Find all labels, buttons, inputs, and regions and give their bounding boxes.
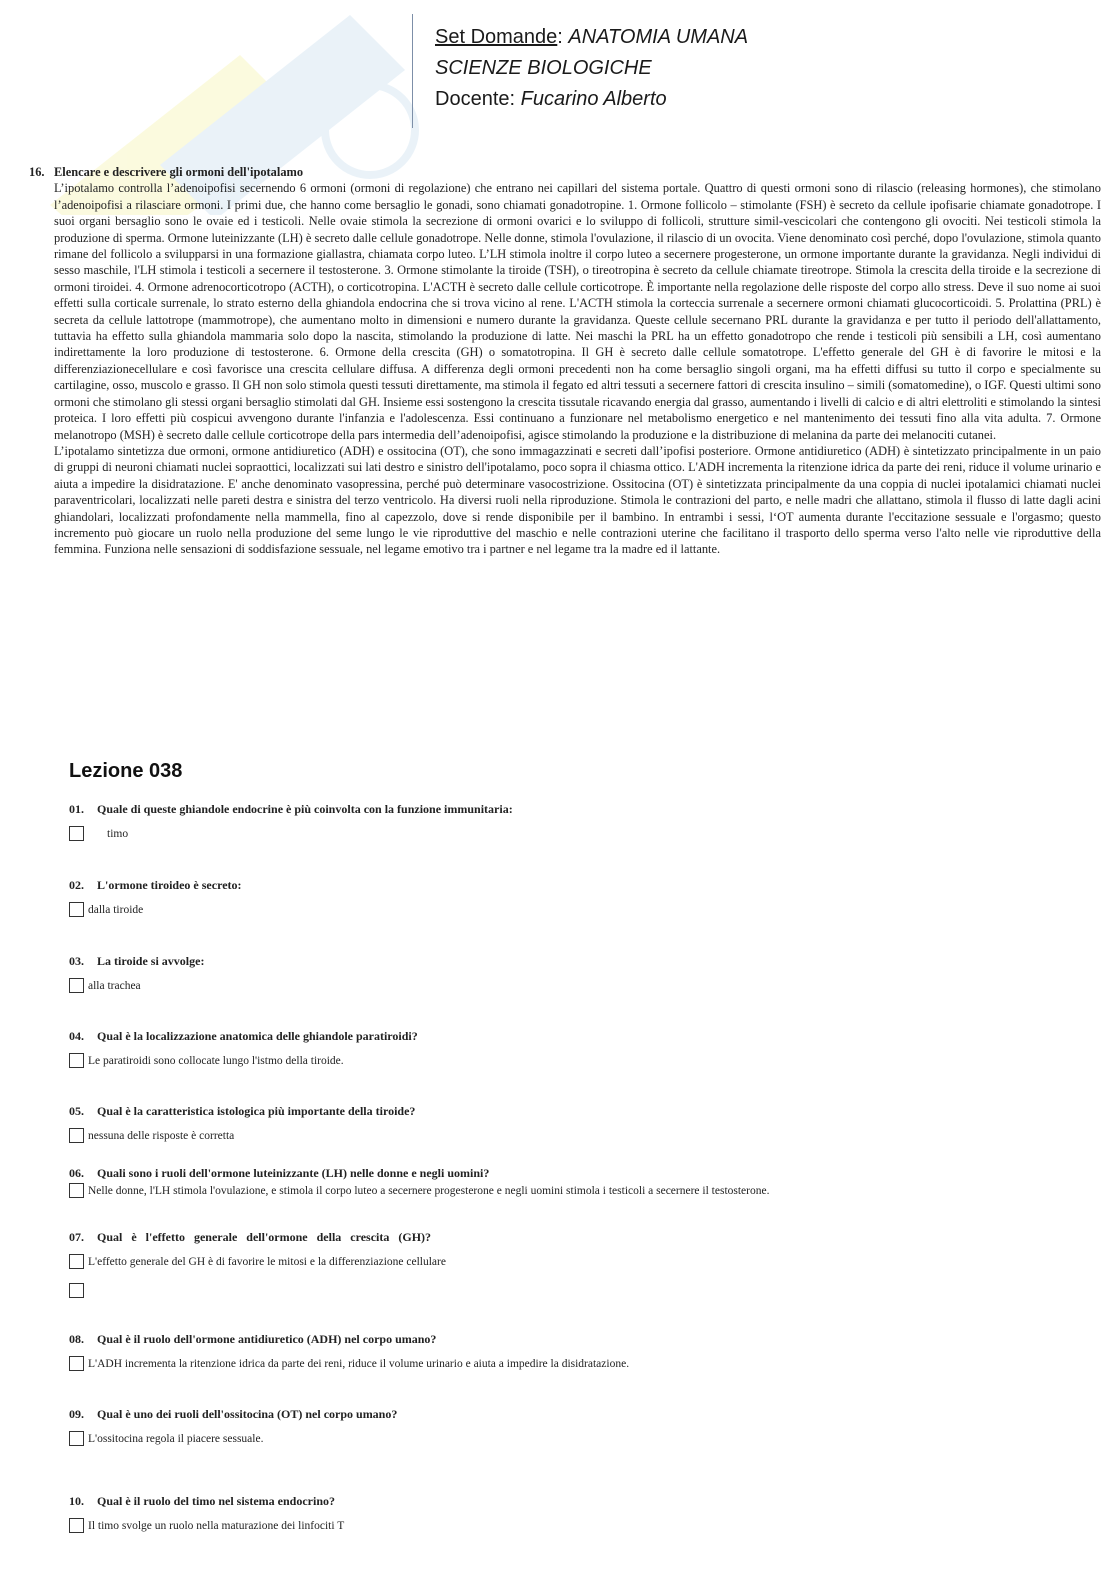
- question-text: 10. Qual è il ruolo del timo nel sistema endocrino?: [69, 1494, 335, 1508]
- subject-name: ANATOMIA UMANA: [568, 26, 749, 48]
- answer-option: [69, 978, 204, 993]
- answer-option: [69, 902, 242, 917]
- answer-option: [69, 826, 513, 841]
- answer-checkbox[interactable]: [69, 1183, 84, 1198]
- question-text: 07. Qual è l'effetto generale dell'ormone della crescita (GH)?: [69, 1230, 432, 1244]
- answer-text: nessuna delle risposte è corretta: [88, 1129, 235, 1142]
- question-text: 01. Quale di queste ghiandole endocrine è più coinvolta con la funzione immunitaria:: [69, 802, 513, 816]
- answer-checkbox[interactable]: [69, 826, 84, 841]
- document-header: [435, 22, 748, 115]
- question-text: 04. Qual è la localizzazione anatomica delle ghiandole paratiroidi?: [69, 1029, 418, 1043]
- answer-checkbox[interactable]: [69, 1053, 84, 1068]
- answer-option: [69, 1254, 446, 1269]
- question-16-paragraph-2: L’ipotalamo sintetizza due ormoni, ormone antidiuretico (ADH) e ossitocina (OT), che sono immagazzinati e secreti dall’ipofisi posteriore. Ormone antidiuretico (ADH) è sintetizzato principalmente in un paio di gruppi di neuroni chiamati nuclei sopraottici, localizzati sui lati destro e sinistro dell'ipotalamo, poco sopra il chiasma ottico. L'ADH incrementa la ritenzione idrica da parte dei reni, riduce il volume urinario e aiuta a impedire la disidratazione. E' anche denominato vasopressina, perché può determinare vasocostrizione. Ossitocina (OT) è sintetizzata principalmente da una coppia di nuclei ipotalamici chiamati nuclei paraventricolari, localizzati nelle pareti destra e sinistra del terzo ventricolo. Ha diversi ruoli nella riproduzione. Stimola le contrazioni del parto, e nelle madri che allattano, stimola il flusso di latte dagli acini ghiandolari, localizzati profondamente nella mammella, fino al capezzolo, dove si rende disponibile per il bambino. In entrambi i sessi, l‘OT aumenta durante l'eccitazione sessuale e l'orgasmo; questo incremento può giocare un ruolo nella produzione del seme lungo le vie riproduttive del maschio e nelle contrazioni uterine che facilitano il trasporto dello sperma verso l'alto nelle vie riproduttive della femmina. Funziona nelle sensazioni di soddisfazione sessuale, nel legame emotivo tra i partner e nel legame tra la madre ed il lattante.: [54, 443, 1101, 557]
- answer-option: [69, 1431, 397, 1446]
- answer-checkbox[interactable]: [69, 902, 84, 917]
- answer-option-empty: [69, 1283, 446, 1298]
- question-16-title: Elencare e descrivere gli ormoni dell'ipotalamo: [54, 165, 304, 179]
- answer-option: [69, 1356, 629, 1371]
- question-text: 03. La tiroide si avvolge:: [69, 954, 205, 968]
- question-text: 08. Qual è il ruolo dell'ormone antidiuretico (ADH) nel corpo umano?: [69, 1332, 437, 1346]
- answer-checkbox[interactable]: [69, 1356, 84, 1371]
- question-text: 06. Quali sono i ruoli dell'ormone luteinizzante (LH) nelle donne e negli uomini?: [69, 1166, 490, 1180]
- answer-text: Le paratiroidi sono collocate lungo l'istmo della tiroide.: [88, 1054, 344, 1067]
- answer-option: [69, 1518, 344, 1533]
- answer-checkbox[interactable]: [69, 1283, 84, 1298]
- answer-checkbox[interactable]: [69, 1518, 84, 1533]
- answer-checkbox[interactable]: [69, 1254, 84, 1269]
- question-item: [69, 1166, 769, 1198]
- answer-text: Il timo svolge un ruolo nella maturazione dei linfociti T: [88, 1519, 345, 1532]
- question-16-number: 16.: [29, 165, 45, 179]
- question-16: [29, 164, 1101, 558]
- question-item: [69, 1104, 415, 1143]
- teacher-label: Docente:: [435, 88, 516, 110]
- question-item: [69, 1407, 397, 1446]
- question-16-body: [54, 164, 1101, 558]
- answer-checkbox[interactable]: [69, 1431, 84, 1446]
- answer-checkbox[interactable]: [69, 1128, 84, 1143]
- question-16-paragraph-1: L’ipotalamo controlla l’adenoipofisi secernendo 6 ormoni (ormoni di regolazione) che entrano nei capillari del sistema portale. Quattro di questi ormoni sono di rilascio (releasing hormones), che stimolano l’adenoipofisi a rilasciare ormoni. I primi due, che hanno come bersaglio le gonadi, sono chiamati gonadotropine. 1. Ormone follicolo – stimolante (FSH) è secreto da cellule ipofisarie chiamate gonadotrope. I suoi organi bersaglio sono le ovaie ed i testicoli. Nelle ovaie stimola la secrezione di ormoni ovarici e lo sviluppo di follicoli, strutture simil-vescicolari che contengono gli ovociti. Nei testicoli stimola la produzione di sperma. Ormone luteinizzante (LH) è secreto dalle cellule gonadotrope. Nelle donne, stimola l'ovulazione, il rilascio di un ovocita. Viene denominato così perché, dopo l'ovulazione, stimola quanto rimane del follicolo a svilupparsi in una formazione giallastra, chiamata corpo luteo. L’LH stimola inoltre il corpo luteo a secernere progesterone, un ormone importante durante la gravidanza. Negli individui di sesso maschile, l'LH stimola i testicoli a secernere il testosterone. 3. Ormone stimolante la tiroide (TSH), o tireotropina è secreto da cellule chiamate tireotrope. Stimola la crescita della tiroide e la secrezione di ormoni tiroidei. 4. Ormone adrenocorticotropo (ACTH), o corticotropina. L'ACTH è secreto dalle cellule corticotrope. È importante nella regolazione delle risposte del corpo allo stress. Deve il suo nome ai suoi effetti sulla corticale surrenale, lo strato esterno della ghiandola endocrina che si trova vicino al rene. L'ACTH stimola la corteccia surrenale a secernere ormoni chiamati glucocorticoidi. 5. Prolattina (PRL) è secreta da cellule lattotrope (mammotrope), che aumentano molto in dimensioni e numero durante la gravidanza. Queste cellule secernano PRL durante la gravidanza e per tutto il periodo dell'allattamento, tuttavia ha effetto sulla ghiandola mammaria solo dopo la nascita, stimolando la produzione di latte. Nei maschi la PRL ha un effetto gonadotropo che rende i testicoli più sensibili a LH, così aumentano indirettamente la loro produzione di testosterone. 6. Ormone della crescita (GH) o somatotropina. Il GH è secreto dalle cellule somatotrope. L'effetto generale del GH è di favorire le mitosi e la differenziazionecellulare e così favorisce una crescita cellulare diffusa. A differenza degli ormoni precedenti non ha come bersaglio singoli organi, ma ha effetti diffusi su tutto il corpo e specialmente su cartilagine, osso, muscolo e grasso. Il GH non solo stimola questi tessuti direttamente, ma stimola il fegato ed altri tessuti a secernere fattori di crescita insulino – simili (somatomedine), o IGF. Questi ultimi sono ormoni che stimolano gli stessi organi bersaglio stimolati dal GH. Insieme essi sostengono la crescita tissutale ricavando energia dal grasso, aumentando i livelli di calcio e di altri elettroliti e stimolando la sintesi proteica. I loro effetti più cospicui avvengono durante l'infanzia e l'adolescenza. Essi continuano a funzionare nel metabolismo energetico e nel mantenimento dei tessuti fino alla vita adulta. 7. Ormone melanotropo (MSH) è secreto dalle cellule corticotrope della pars intermedia dell’adenoipofisi, agisce stimolando la produzione e la distribuzione di melanina da parte dei melanociti cutanei.: [54, 181, 1101, 442]
- header-divider: [412, 14, 413, 128]
- header-line-teacher: [435, 84, 748, 115]
- set-label: Set Domande: [435, 26, 558, 48]
- answer-text: alla trachea: [88, 979, 141, 992]
- header-line-course: [435, 53, 748, 84]
- answer-text: timo: [107, 827, 129, 840]
- question-item: [69, 1332, 629, 1371]
- question-item: [69, 878, 242, 917]
- answer-option: [69, 1128, 415, 1143]
- answer-text: L'ossitocina regola il piacere sessuale.: [88, 1432, 264, 1445]
- answer-option: [69, 1053, 418, 1068]
- question-item: [69, 802, 513, 841]
- question-item: [69, 1494, 344, 1533]
- answer-checkbox[interactable]: [69, 978, 84, 993]
- question-text: 02. L'ormone tiroideo è secreto:: [69, 878, 242, 892]
- answer-option: [69, 1183, 769, 1198]
- question-item: [69, 954, 204, 993]
- header-line-subject: Set Domande: ANATOMIA UMANA: [435, 26, 749, 48]
- answer-text: L'effetto generale del GH è di favorire le mitosi e la differenziazione cellulare: [88, 1255, 446, 1268]
- question-text: 09. Qual è uno dei ruoli dell'ossitocina (OT) nel corpo umano?: [69, 1407, 398, 1421]
- lesson-title: Lezione 038: [69, 760, 183, 782]
- course-name: SCIENZE BIOLOGICHE: [435, 57, 652, 79]
- question-item: [69, 1230, 446, 1298]
- question-item: [69, 1029, 418, 1068]
- question-text: 05. Qual è la caratteristica istologica più importante della tiroide?: [69, 1104, 416, 1118]
- answer-text: dalla tiroide: [88, 903, 144, 916]
- answer-text: Nelle donne, l'LH stimola l'ovulazione, e stimola il corpo luteo a secernere progesterone e negli uomini stimola i testicoli a secernere il testosterone.: [88, 1184, 770, 1197]
- teacher-name: Fucarino Alberto: [520, 88, 667, 110]
- answer-text: L'ADH incrementa la ritenzione idrica da parte dei reni, riduce il volume urinario e aiuta a impedire la disidratazione.: [88, 1357, 630, 1370]
